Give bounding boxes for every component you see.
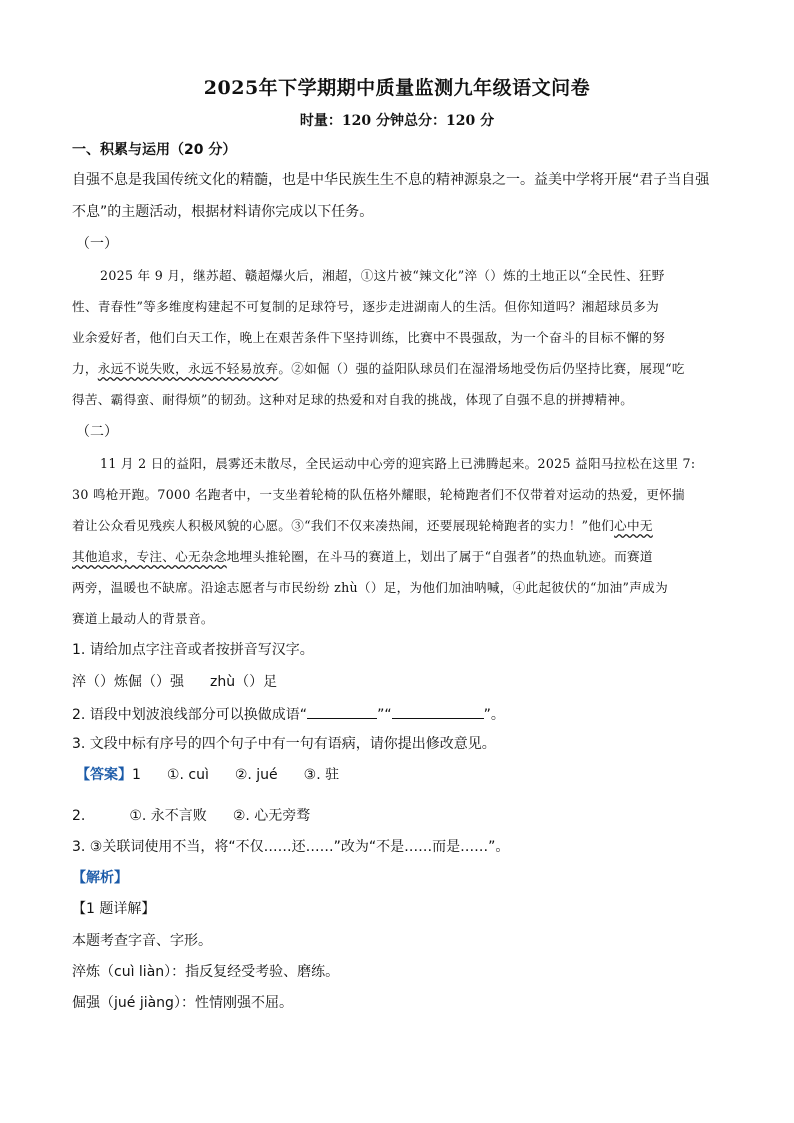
- part2-line-4-rest: 地埋头推轮圈，在斗马的赛道上，划出了属于“自强者”的热血轨迹。而赛道: [226, 549, 653, 564]
- question-2-end: ”。: [483, 707, 505, 723]
- part1-line-4-rest: 。②如倔（）强的益阳队球员们在湿滑场地受伤后仍坚持比赛，展现“吃: [278, 361, 685, 376]
- question-1-items: [72, 673, 732, 691]
- intro-line-2: 不息”的主题活动，根据材料请你完成以下任务。: [72, 204, 374, 220]
- answer-2-part-2: ②. 心无旁骛: [232, 808, 311, 824]
- answer-2-part-1: ①. 永不言败: [129, 808, 207, 824]
- page-subtitle: 时量：120 分钟总分：120 分: [299, 113, 495, 129]
- part1-line-4-start: 力，: [72, 361, 98, 376]
- part1-line-5: 得苦、霸得蛮、耐得烦”的韧劲。这种对足球的热爱和对自我的挑战，体现了自强不息的拼搏精神。: [72, 392, 634, 407]
- question-2: [72, 704, 732, 724]
- page-title: 2025年下学期期中质量监测九年级语文问卷: [203, 77, 591, 99]
- answer-row-2: [72, 807, 732, 825]
- answer-blank-1[interactable]: [307, 704, 377, 719]
- part2-line-3: [72, 517, 732, 535]
- answer-1-part-2: ②. jué: [234, 767, 278, 783]
- section-heading: 一、积累与运用（20 分）: [72, 142, 237, 158]
- question-1-item-a: 淬（）炼倔（）强: [72, 674, 184, 690]
- intro-line-1: 自强不息是我国传统文化的精髓，也是中华民族生生不息的精神源泉之一。益美中学将开展“君子当自强: [72, 172, 710, 188]
- wavy-underlined-phrase-2a: 心中无: [614, 518, 653, 533]
- part2-line-5: 两旁，温暖也不缺席。沿途志愿者与市民纷纷 zhù（）足，为他们加油呐喊，④此起彼伏的“加油”声成为: [72, 580, 668, 595]
- part1-line-1: 2025 年 9 月，继苏超、赣超爆火后，湘超，①这片被“辣文化”淬（）炼的土地正以“全民性、狂野: [100, 268, 665, 283]
- answer-1-number: 1: [132, 767, 141, 783]
- answer-blank-2[interactable]: [392, 704, 484, 719]
- part1-line-4: [72, 360, 732, 378]
- analysis-line-2: 淬炼（cuì liàn）：指反复经受考验、磨练。: [72, 964, 340, 980]
- part2-line-3-start: 着让公众看见残疾人积极风貌的心愿。③“我们不仅来凑热闹，还要展现轮椅跑者的实力！”他们: [72, 518, 615, 533]
- part2-line-1: 11 月 2 日的益阳，晨雾还未散尽，全民运动中心旁的迎宾路上已沸腾起来。2025 益阳马拉松在这里 7:: [100, 456, 696, 471]
- answer-1-part-3: ③. 驻: [303, 767, 340, 783]
- answer-tag: 【答案】: [76, 767, 132, 783]
- part2-marker: （二）: [76, 424, 118, 440]
- part1-line-2: 性、青春性”等多维度构建起不可复制的足球符号，逐步走进湖南人的生活。但你知道吗？湘超球员多为: [72, 299, 659, 314]
- question-3: 3. 文段中标有序号的四个句子中有一句有语病，请你提出修改意见。: [72, 736, 496, 752]
- question-1-item-b: zhù（）足: [210, 674, 278, 690]
- part1-line-3: 业余爱好者，他们白天工作，晚上在艰苦条件下坚持训练，比赛中不畏强敌，为一个奋斗的目标不懈的努: [72, 330, 666, 345]
- analysis-detail-heading: 【1 题详解】: [72, 901, 156, 917]
- answer-row-3: 3. ③关联词使用不当，将“不仅……还……”改为“不是……而是……”。: [72, 839, 510, 855]
- wavy-underlined-phrase-1: 永远不说失败，永远不轻易放弃: [97, 361, 279, 376]
- answer-row-1: [76, 766, 736, 784]
- analysis-line-3: 倔强（jué jiàng）：性情刚强不屈。: [72, 995, 293, 1011]
- wavy-underlined-phrase-2b: 其他追求，专注、心无杂念: [72, 549, 227, 564]
- question-1: 1. 请给加点字注音或者按拼音写汉字。: [72, 642, 314, 658]
- question-2-text: 2. 语段中划波浪线部分可以换做成语“: [72, 707, 308, 723]
- part2-line-2: 30 鸣枪开跑。7000 名跑者中，一支坐着轮椅的队伍格外耀眼，轮椅跑者们不仅带着对运动的热爱，更怀揣: [72, 487, 685, 502]
- answer-2-number: 2.: [72, 808, 86, 824]
- part2-line-6: 赛道上最动人的背景音。: [72, 611, 214, 626]
- part2-line-4: [72, 548, 732, 566]
- question-2-mid: ”“: [377, 707, 392, 723]
- answer-1-part-1: ①. cuì: [166, 767, 209, 783]
- analysis-line-1: 本题考查字音、字形。: [72, 933, 212, 949]
- analysis-tag: 【解析】: [72, 870, 128, 886]
- part1-marker: （一）: [76, 236, 118, 252]
